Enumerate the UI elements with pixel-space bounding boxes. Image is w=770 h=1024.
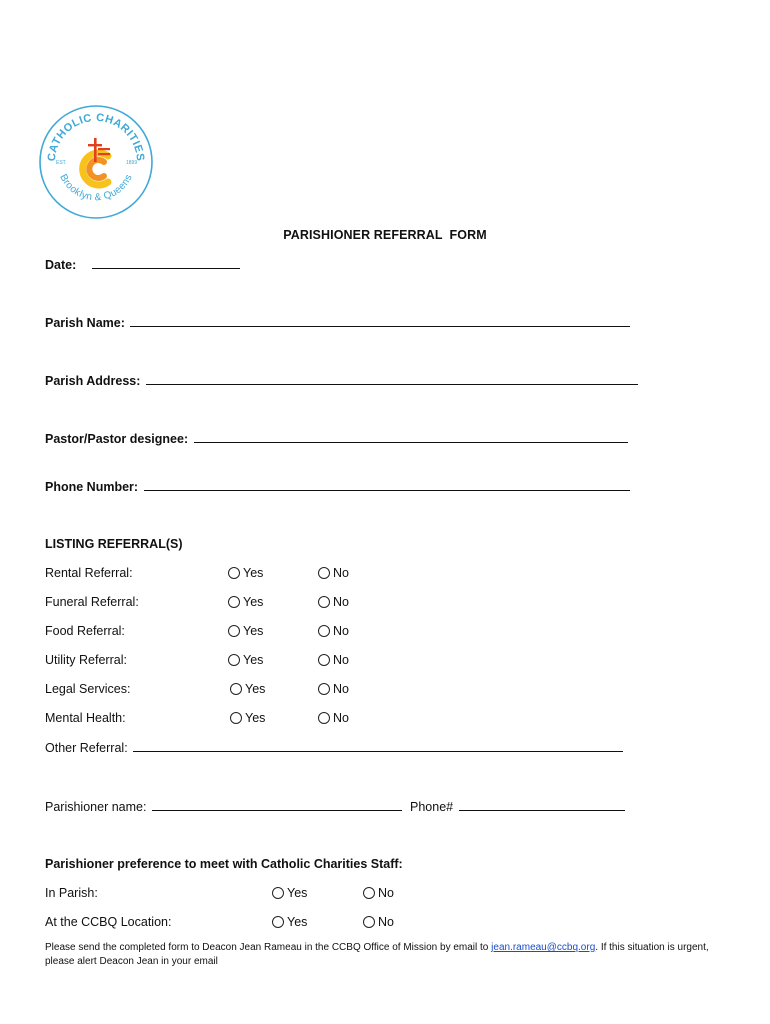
food-no-option[interactable] <box>318 624 349 638</box>
option-label: No <box>333 624 349 638</box>
radio-circle-icon[interactable] <box>318 654 330 666</box>
radio-circle-icon[interactable] <box>272 916 284 928</box>
option-label: Yes <box>243 624 264 638</box>
parishioner-name-label: Parishioner name: <box>45 800 147 814</box>
parish-name-label: Parish Name: <box>45 316 125 330</box>
utility-yes-option[interactable] <box>228 653 263 667</box>
radio-circle-icon[interactable] <box>230 712 242 724</box>
preference-label: At the CCBQ Location: <box>45 915 172 929</box>
option-label: No <box>333 682 349 696</box>
phone-input[interactable] <box>144 479 630 491</box>
radio-circle-icon[interactable] <box>363 887 375 899</box>
food-yes-option[interactable] <box>228 624 263 638</box>
date-input[interactable] <box>92 257 240 269</box>
preference-heading: Parishioner preference to meet with Catholic Charities Staff: <box>45 857 403 871</box>
radio-circle-icon[interactable] <box>272 887 284 899</box>
referral-label: Mental Health: <box>45 711 126 725</box>
utility-no-option[interactable] <box>318 653 349 667</box>
radio-circle-icon[interactable] <box>318 596 330 608</box>
option-label: Yes <box>245 682 266 696</box>
date-label: Date: <box>45 258 77 272</box>
legal-no-option[interactable] <box>318 682 349 696</box>
parishioner-row <box>45 799 402 814</box>
radio-circle-icon[interactable] <box>318 712 330 724</box>
logo-arc-text: CATHOLIC CHARITIES <box>45 111 147 162</box>
radio-circle-icon[interactable] <box>228 567 240 579</box>
pastor-row <box>45 431 628 446</box>
option-label: Yes <box>243 566 264 580</box>
referral-label: Funeral Referral: <box>45 595 139 609</box>
logo-year: 1899 <box>126 160 138 166</box>
option-label: Yes <box>287 915 308 929</box>
footer-text-before: Please send the completed form to Deacon Jean Rameau in the CCBQ Office of Mission by email to <box>45 942 492 953</box>
funeral-yes-option[interactable] <box>228 595 263 609</box>
radio-circle-icon[interactable] <box>230 683 242 695</box>
referral-label: Food Referral: <box>45 624 125 638</box>
option-label: No <box>333 566 349 580</box>
footer-text-after: . If this situation is urgent, please alert Deacon Jean in your email <box>45 942 709 967</box>
date-row <box>45 257 240 272</box>
radio-circle-icon[interactable] <box>318 567 330 579</box>
mental-no-option[interactable] <box>318 711 349 725</box>
radio-circle-icon[interactable] <box>228 596 240 608</box>
ccbq-yes-option[interactable] <box>272 915 307 929</box>
parish-name-row <box>45 315 630 330</box>
ccbq-no-option[interactable] <box>363 915 394 929</box>
option-label: No <box>333 595 349 609</box>
catholic-charities-logo <box>38 104 154 220</box>
pastor-label: Pastor/Pastor designee: <box>45 432 189 446</box>
radio-circle-icon[interactable] <box>318 625 330 637</box>
referral-label: Legal Services: <box>45 682 131 696</box>
option-label: No <box>378 915 394 929</box>
referral-label: Rental Referral: <box>45 566 133 580</box>
parish-address-input[interactable] <box>146 373 638 385</box>
other-referral-input[interactable] <box>133 740 623 752</box>
parish-address-row <box>45 373 638 388</box>
rental-no-option[interactable] <box>318 566 349 580</box>
legal-yes-option[interactable] <box>230 682 265 696</box>
option-label: Yes <box>245 711 266 725</box>
option-label: No <box>333 711 349 725</box>
mental-yes-option[interactable] <box>230 711 265 725</box>
parishioner-phone-label: Phone# <box>410 800 454 814</box>
in-parish-yes-option[interactable] <box>272 886 307 900</box>
parish-name-input[interactable] <box>130 315 630 327</box>
other-referral-row <box>45 740 623 755</box>
radio-circle-icon[interactable] <box>318 683 330 695</box>
form-title: PARISHIONER REFERRAL FORM <box>283 228 487 242</box>
phone-row <box>45 479 630 494</box>
parishioner-phone-row <box>410 799 625 814</box>
funeral-no-option[interactable] <box>318 595 349 609</box>
listing-heading: LISTING REFERRAL(S) <box>45 537 183 551</box>
option-label: Yes <box>243 653 264 667</box>
radio-circle-icon[interactable] <box>363 916 375 928</box>
parish-address-label: Parish Address: <box>45 374 141 388</box>
pastor-input[interactable] <box>194 431 628 443</box>
phone-label: Phone Number: <box>45 480 139 494</box>
in-parish-no-option[interactable] <box>363 886 394 900</box>
option-label: Yes <box>287 886 308 900</box>
logo-est: EST. <box>56 160 67 166</box>
radio-circle-icon[interactable] <box>228 625 240 637</box>
option-label: No <box>333 653 349 667</box>
radio-circle-icon[interactable] <box>228 654 240 666</box>
email-link[interactable]: jean.rameau@ccbq.org <box>491 942 596 953</box>
other-referral-label: Other Referral: <box>45 741 128 755</box>
logo-bottom-text: Brooklyn & Queens <box>57 172 135 204</box>
parishioner-name-input[interactable] <box>152 799 402 811</box>
option-label: Yes <box>243 595 264 609</box>
logo-emblem-icon <box>83 138 110 185</box>
parishioner-phone-input[interactable] <box>459 799 625 811</box>
referral-label: Utility Referral: <box>45 653 127 667</box>
option-label: No <box>378 886 394 900</box>
footer-note <box>45 941 735 969</box>
rental-yes-option[interactable] <box>228 566 263 580</box>
preference-label: In Parish: <box>45 886 98 900</box>
